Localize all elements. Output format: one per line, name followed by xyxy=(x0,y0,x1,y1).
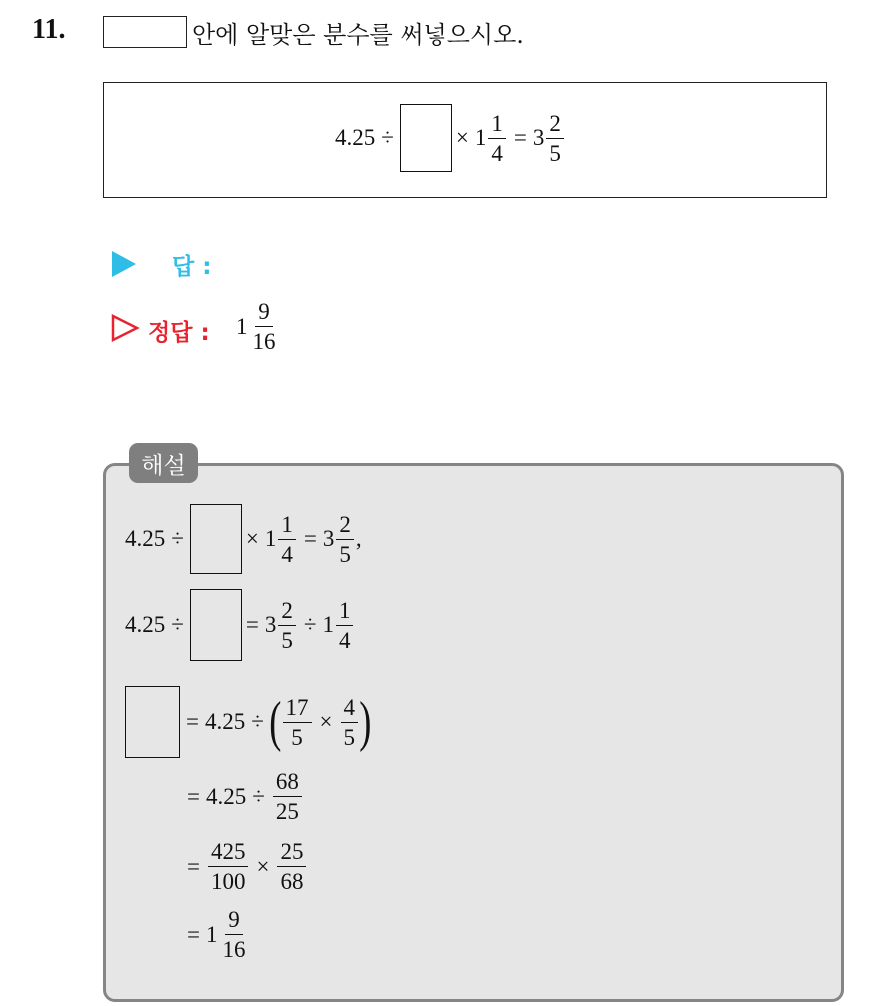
answer-blank xyxy=(400,104,452,172)
numerator: 1 xyxy=(336,599,354,626)
fraction-68-25 xyxy=(273,770,302,823)
solution-tag: 해설 xyxy=(129,443,198,483)
result-whole: 3 xyxy=(264,612,277,637)
fraction-17-5 xyxy=(283,696,312,749)
denominator: 5 xyxy=(281,627,293,653)
numerator: 1 xyxy=(488,112,506,139)
denominator: 25 xyxy=(275,799,299,824)
denominator: 5 xyxy=(339,541,351,567)
divide-sign: ÷ xyxy=(381,125,394,150)
answer-blank xyxy=(190,589,242,661)
denominator: 100 xyxy=(210,869,246,894)
solution-line-4 xyxy=(187,770,304,823)
right-paren: ) xyxy=(359,691,372,753)
solution-line-6 xyxy=(187,908,250,961)
question-instruction: 안에 알맞은 분수를 써넣으시오. xyxy=(192,21,524,49)
answer-blank xyxy=(190,504,242,574)
equals-sign: = xyxy=(245,612,259,637)
equals-sign: = xyxy=(303,526,317,551)
correct-arrow-icon xyxy=(111,313,141,343)
times-sign: × xyxy=(256,853,270,879)
numerator: 68 xyxy=(273,770,302,797)
denominator: 16 xyxy=(222,937,246,962)
numerator: 425 xyxy=(208,840,249,867)
denominator: 4 xyxy=(491,140,503,166)
numerator: 1 xyxy=(278,513,296,540)
dividend: 4.25 xyxy=(125,526,166,551)
fraction-425-100 xyxy=(208,840,249,893)
denominator: 4 xyxy=(281,541,293,567)
result-whole: 3 xyxy=(322,526,335,551)
numerator: 17 xyxy=(283,696,312,723)
fraction-one-quarter xyxy=(336,599,354,652)
fraction-4-5 xyxy=(341,696,359,749)
answer-arrow-icon xyxy=(112,251,136,277)
problem-equation xyxy=(335,104,566,172)
equals-sign: = xyxy=(186,709,199,734)
denominator: 4 xyxy=(338,627,351,653)
divide-sign: ÷ xyxy=(171,612,184,637)
denominator: 5 xyxy=(291,724,303,750)
question-number: 11. xyxy=(32,14,66,45)
correct-label: 정답 : xyxy=(148,320,210,346)
result-fraction xyxy=(219,908,248,961)
dividend: 4.25 xyxy=(335,125,376,150)
denominator: 68 xyxy=(280,869,304,894)
fraction-two-fifths xyxy=(278,599,296,652)
fraction-two-fifths xyxy=(546,112,564,165)
dividend: 4.25 xyxy=(204,709,246,734)
solution-line-2 xyxy=(125,589,355,661)
mixed-whole: 1 xyxy=(322,612,334,637)
result-whole: 3 xyxy=(532,125,545,150)
divide-sign: ÷ xyxy=(171,526,184,551)
denominator: 5 xyxy=(343,724,355,750)
numerator: 4 xyxy=(341,696,359,723)
answer-blank xyxy=(125,686,180,758)
dividend: 4.25 xyxy=(205,783,247,809)
fraction-one-quarter xyxy=(278,513,296,566)
denominator: 16 xyxy=(252,329,276,354)
fraction-two-fifths xyxy=(336,513,354,566)
numerator: 9 xyxy=(255,300,273,327)
dividend: 4.25 xyxy=(125,612,166,637)
result-whole: 1 xyxy=(205,921,218,947)
numerator: 9 xyxy=(225,908,243,935)
divide-sign: ÷ xyxy=(252,783,265,809)
correct-answer xyxy=(236,300,281,353)
answer-label: 답 : xyxy=(172,254,212,280)
equals-sign: = xyxy=(513,125,527,150)
divide-sign: ÷ xyxy=(303,612,317,637)
numerator: 2 xyxy=(546,112,564,139)
fraction-25-68 xyxy=(277,840,306,893)
fraction-one-quarter xyxy=(488,112,506,165)
comma: , xyxy=(355,526,362,551)
solution-line-3 xyxy=(125,686,371,758)
answer-fraction xyxy=(250,300,279,353)
solution-line-5 xyxy=(187,840,308,893)
mixed-whole: 1 xyxy=(264,526,277,551)
times-sign: × xyxy=(245,526,259,551)
equals-sign: = xyxy=(187,921,200,947)
times-sign: × xyxy=(319,709,333,734)
equals-sign: = xyxy=(187,853,200,879)
denominator: 5 xyxy=(549,140,561,166)
divide-sign: ÷ xyxy=(251,709,264,734)
solution-line-1 xyxy=(125,504,362,574)
times-sign: × xyxy=(455,125,469,150)
answer-whole: 1 xyxy=(236,313,248,339)
numerator: 2 xyxy=(278,599,296,626)
blank-box-icon xyxy=(103,16,187,48)
numerator: 25 xyxy=(277,840,306,867)
numerator: 2 xyxy=(336,513,354,540)
equals-sign: = xyxy=(187,783,200,809)
left-paren: ( xyxy=(269,691,282,753)
mixed-whole: 1 xyxy=(474,125,487,150)
